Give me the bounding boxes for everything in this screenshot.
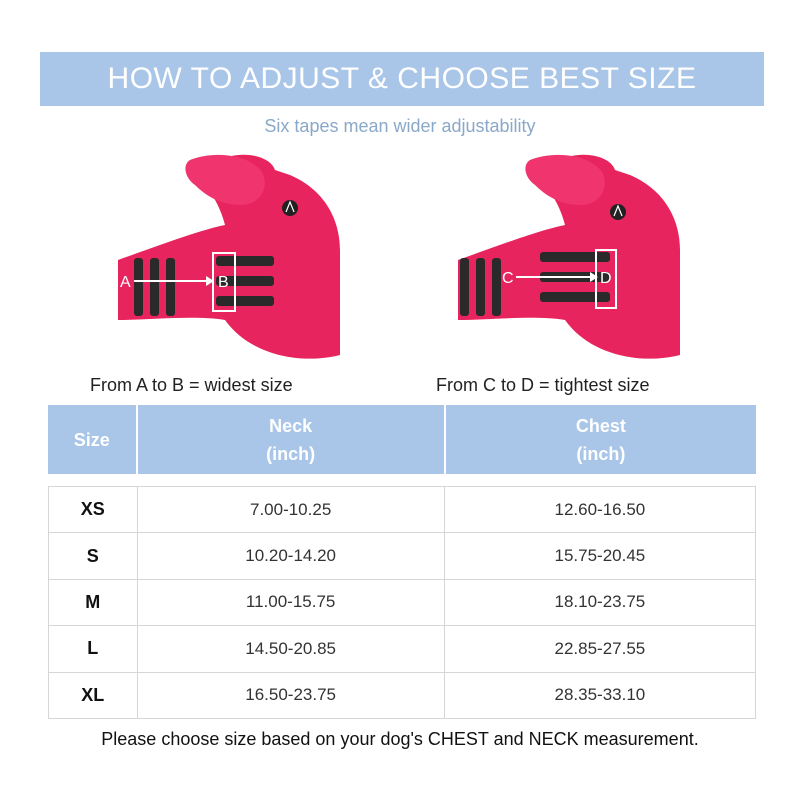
table-row <box>49 532 755 578</box>
size-chart-table <box>48 405 756 719</box>
table-row <box>49 487 755 532</box>
strap-vertical <box>134 258 143 316</box>
chest-cell: 15.75-20.45 <box>444 533 755 578</box>
strap-horizontal <box>216 256 274 266</box>
neck-cell: 16.50-23.75 <box>137 673 444 718</box>
strap-vertical <box>476 258 485 316</box>
table-row <box>49 672 755 718</box>
table-header <box>48 405 756 474</box>
strap-horizontal <box>540 252 610 262</box>
table-body <box>48 486 756 719</box>
table-row <box>49 625 755 671</box>
dog-jacket-widest-image <box>100 150 360 380</box>
strap-vertical <box>460 258 469 316</box>
illustration-tightest <box>440 150 700 380</box>
neck-cell: 10.20-14.20 <box>137 533 444 578</box>
chest-cell: 12.60-16.50 <box>444 487 755 532</box>
neck-cell: 11.00-15.75 <box>137 580 444 625</box>
size-cell: S <box>86 545 99 566</box>
size-cell: M <box>85 591 101 612</box>
header-chest: Chest (inch) <box>444 405 756 474</box>
chest-cell: 22.85-27.55 <box>444 626 755 671</box>
chest-cell: 28.35-33.10 <box>444 673 755 718</box>
subtitle: Six tapes mean wider adjustability <box>264 116 536 136</box>
strap-horizontal <box>540 292 610 302</box>
neck-cell: 14.50-20.85 <box>137 626 444 671</box>
label-a: A <box>120 274 131 291</box>
table-row <box>49 579 755 625</box>
strap-vertical <box>492 258 501 316</box>
footnote: Please choose size based on your dog's CHEST and NECK measurement. <box>101 729 699 749</box>
chest-cell: 18.10-23.75 <box>444 580 755 625</box>
caption-widest: From A to B = widest size <box>90 375 293 395</box>
size-cell: L <box>87 638 99 659</box>
size-cell: XS <box>80 499 105 520</box>
title-banner <box>40 52 764 106</box>
header-size: Size <box>73 429 110 450</box>
page-title: HOW TO ADJUST & CHOOSE BEST SIZE <box>107 62 697 95</box>
label-c: C <box>502 270 514 287</box>
header-neck: Neck (inch) <box>136 405 444 474</box>
size-cell: XL <box>81 684 105 705</box>
label-d: D <box>600 270 612 287</box>
strap-vertical <box>150 258 159 316</box>
caption-tightest: From C to D = tightest size <box>436 375 650 395</box>
illustration-widest <box>100 150 360 380</box>
strap-horizontal <box>216 296 274 306</box>
label-b: B <box>218 274 229 291</box>
dog-jacket-tightest-image <box>440 150 700 380</box>
strap-vertical <box>166 258 175 316</box>
neck-cell: 7.00-10.25 <box>137 487 444 532</box>
